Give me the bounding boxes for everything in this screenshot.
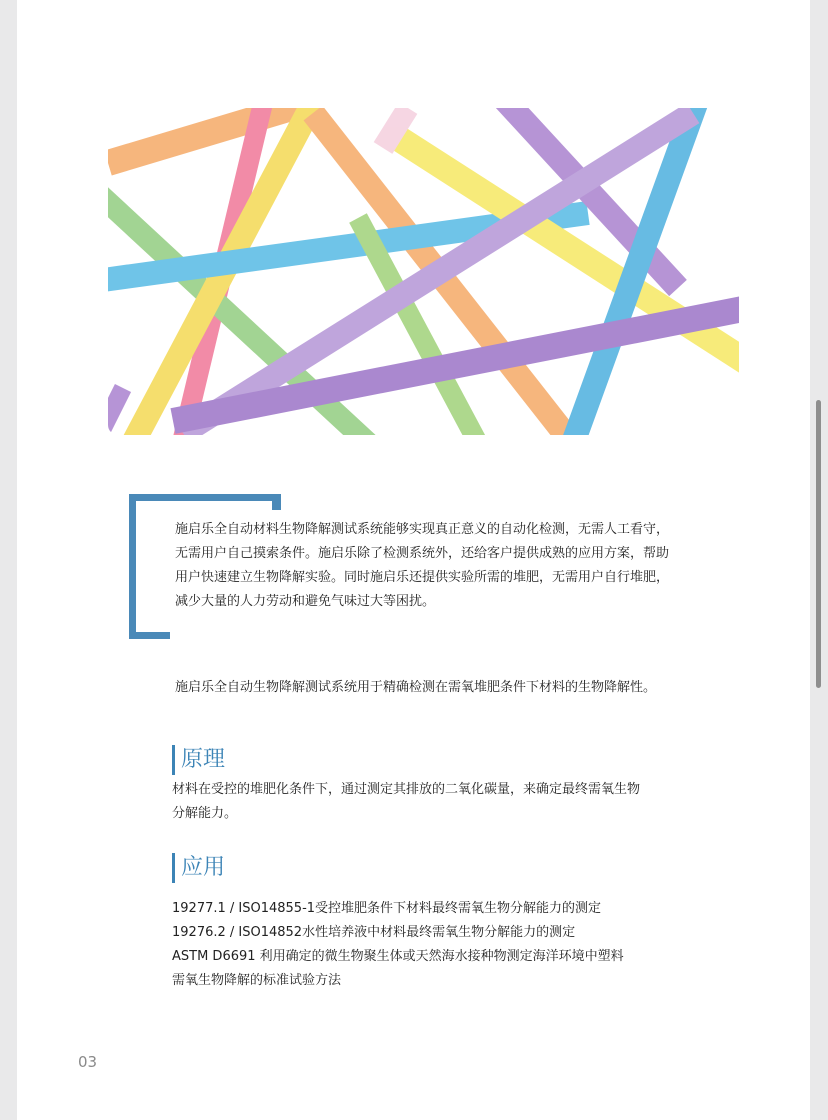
colorful-rods-illustration xyxy=(108,108,739,435)
application-item: 需氧生物降解的标准试验方法 xyxy=(172,973,342,988)
summary-paragraph: 施启乐全自动生物降解测试系统用于精确检测在需氧堆肥条件下材料的生物降解性。 xyxy=(175,680,657,695)
application-item: 19276.2 / ISO14852水性培养液中材料最终需氧生物分解能力的测定 xyxy=(172,925,576,940)
principle-paragraph: 材料在受控的堆肥化条件下，通过测定其排放的二氧化碳量，来确定最终需氧生物 分解能力。 xyxy=(172,782,641,821)
application-list xyxy=(172,897,692,993)
hero-image xyxy=(108,108,739,435)
application-heading-text: 应用 xyxy=(181,855,226,880)
principle-heading-text: 原理 xyxy=(181,747,226,772)
intro-paragraph: 施启乐全自动材料生物降解测试系统能够实现真正意义的自动化检测，无需人工看守， 无需用户自己摸索条件。施启乐除了检测系统外，还给客户提供成熟的应用方案，帮助 用户快速建立生物降解实验。同时施启乐还提供实验所需的堆肥，无需用户自行堆肥， 减少大量的人力劳动和避免气味过大等困扰。 xyxy=(175,522,670,609)
principle-heading xyxy=(172,745,229,775)
scrollbar[interactable] xyxy=(816,400,821,688)
application-heading xyxy=(172,853,229,883)
application-item: ASTM D6691 利用确定的微生物聚生体或天然海水接种物测定海洋环境中塑料 xyxy=(172,949,624,964)
bracket-top xyxy=(129,494,281,501)
page-number: 03 xyxy=(78,1053,98,1071)
application-item: 19277.1 / ISO14855-1受控堆肥条件下材料最终需氧生物分解能力的测定 xyxy=(172,901,602,916)
bracket-top-tip xyxy=(272,494,281,510)
bracket-left xyxy=(129,494,136,639)
bracket-bottom xyxy=(129,632,170,639)
